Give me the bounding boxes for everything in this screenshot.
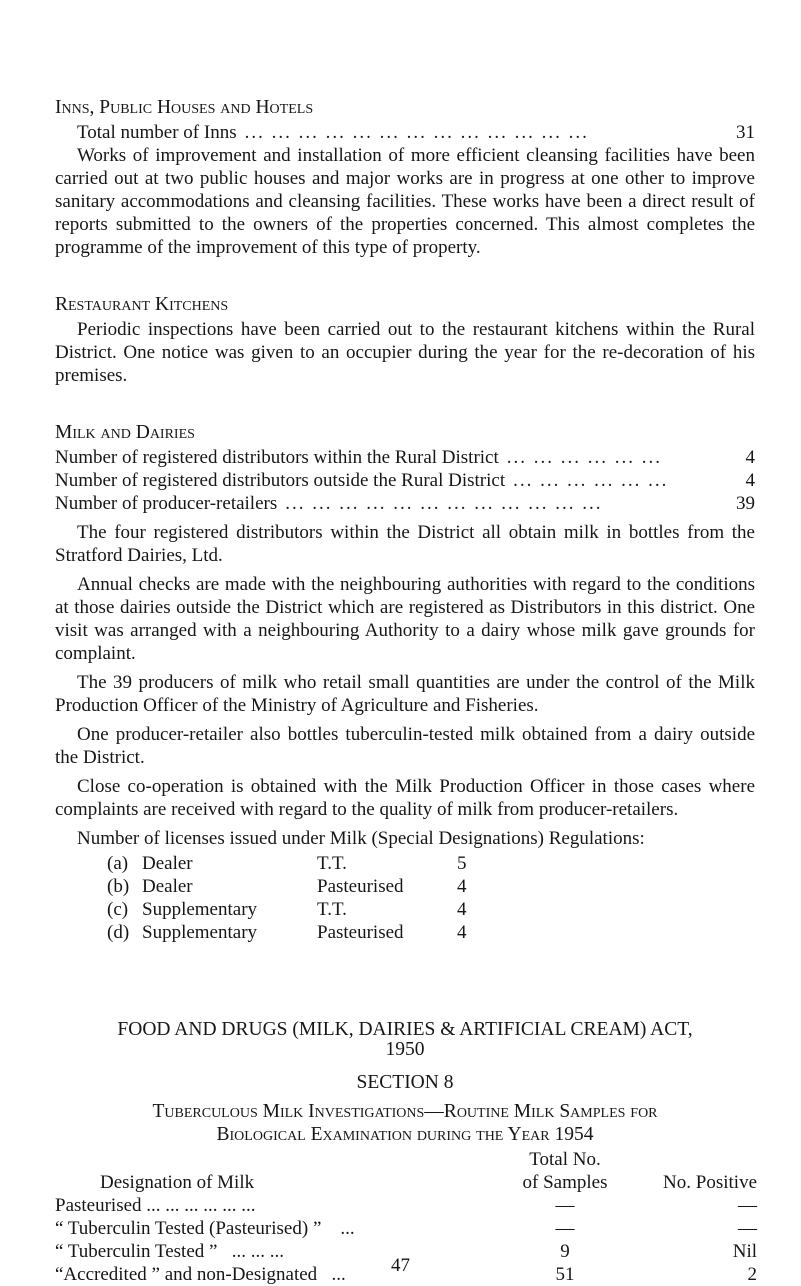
milk-stat-line [55, 446, 755, 469]
act-title: FOOD AND DRUGS (MILK, DAIRIES & ARTIFICIAL CREAM) ACT, [117, 1019, 693, 1040]
license-count: 4 [457, 876, 467, 897]
act-section: SECTION 8 [356, 1072, 454, 1093]
sample-total: — [555, 1218, 575, 1239]
licenses-table [107, 852, 497, 944]
sample-total: — [555, 1195, 575, 1216]
inns-heading: Inns, Public Houses and Hotels [55, 97, 314, 118]
milk-stat-value: 39 [736, 493, 755, 514]
column-header-designation: Designation of Milk [100, 1172, 255, 1193]
sample-positive: — [738, 1195, 757, 1216]
sample-total: 51 [555, 1264, 575, 1285]
milk-stat-value: 4 [745, 470, 755, 491]
dot-leader: ... [321, 1264, 346, 1285]
dot-leader: ... ... ... ... ... ... ... ... ... ... ... ... ... [244, 122, 589, 143]
column-header-positive: No. Positive [663, 1172, 757, 1193]
act-year: 1950 [385, 1039, 425, 1060]
restaurant-heading: Restaurant Kitchens [55, 294, 229, 315]
table-row [107, 852, 497, 875]
license-designation: Pasteurised [317, 876, 404, 897]
license-letter: (a) [107, 853, 129, 874]
sample-designation: “ Tuberculin Tested ” [55, 1241, 218, 1262]
act-subtitle: Biological Examination during the Year 1954 [216, 1124, 594, 1145]
license-type: Supplementary [142, 899, 258, 920]
license-letter: (d) [107, 922, 130, 943]
milk-heading: Milk and Dairies [55, 422, 195, 443]
table-header-row [55, 1171, 757, 1194]
sample-positive: — [738, 1218, 757, 1239]
milk-stat-label: Number of registered distributors within the Rural District [55, 447, 499, 468]
milk-stat-line [55, 492, 755, 515]
column-header-total: of Samples [522, 1172, 608, 1193]
license-type: Supplementary [142, 922, 258, 943]
milk-stat-label: Number of registered distributors outside the Rural District [55, 470, 506, 491]
table-row [55, 1194, 757, 1217]
milk-paragraph: One producer-retailer also bottles tuberculin-tested milk obtained from a dairy outside the District. [55, 724, 755, 768]
inns-total-label: Total number of Inns [77, 122, 237, 143]
document-page [55, 96, 755, 1286]
license-count: 4 [457, 899, 467, 920]
inns-total-value: 31 [736, 122, 755, 143]
page-number: 47 [391, 1255, 410, 1276]
table-row [107, 898, 497, 921]
dot-leader: ... ... ... ... ... ... [506, 447, 663, 468]
milk-paragraph: The 39 producers of milk who retail small quantities are under the control of the Milk Production Officer of the Ministry of Agriculture and Fisheries. [55, 672, 755, 716]
milk-stat-line [55, 469, 755, 492]
sample-positive: 2 [747, 1264, 757, 1285]
sample-designation: Pasteurised [55, 1195, 142, 1216]
inns-paragraph: Works of improvement and installation of more efficient cleansing facilities have been carried out at two public houses and major works are in progress at one other to improve sanitary accommodations and cleansing facilities. These works have been a direct result of reports submitted to the owners of the properties concerned. This almost completes the programme of the improvement of this type of property. [55, 145, 755, 258]
table-row [107, 875, 497, 898]
milk-paragraph: Annual checks are made with the neighbouring authorities with regard to the conditions at those dairies outside the District which are registered as Distributors in this district. One visit was arranged with a neighbouring Authority to a dairy whose milk gave grounds for complaint. [55, 574, 755, 664]
dot-leader: ... ... ... [222, 1241, 284, 1262]
licenses-intro: Number of licenses issued under Milk (Special Designations) Regulations: [77, 828, 645, 849]
dot-leader: ... ... ... ... ... ... [513, 470, 669, 491]
dot-leader: ... ... ... ... ... ... ... ... ... ... ... ... [285, 493, 603, 514]
column-header-total: Total No. [529, 1149, 601, 1170]
table-header-row [55, 1148, 757, 1171]
sample-total: 9 [560, 1241, 570, 1262]
table-row [55, 1217, 757, 1240]
license-count: 5 [457, 853, 467, 874]
sample-designation: “Accredited ” and non-Designated [55, 1264, 318, 1285]
dot-leader: ... [326, 1218, 355, 1239]
sample-positive: Nil [732, 1241, 757, 1262]
milk-stat-label: Number of producer-retailers [55, 493, 278, 514]
inns-total-line [77, 121, 755, 144]
dot-leader: ... ... ... ... ... ... [146, 1195, 256, 1216]
license-letter: (b) [107, 876, 130, 897]
license-type: Dealer [142, 853, 193, 874]
license-letter: (c) [107, 899, 129, 920]
license-designation: T.T. [317, 899, 347, 920]
sample-designation: “ Tuberculin Tested (Pasteurised) ” [55, 1218, 322, 1239]
table-row [107, 921, 497, 944]
milk-paragraph: The four registered distributors within the District all obtain milk in bottles from the Stratford Dairies, Ltd. [55, 522, 755, 566]
restaurant-paragraph: Periodic inspections have been carried out to the restaurant kitchens within the Rural District. One notice was given to an occupier during the year for the re-decoration of his premises. [55, 319, 755, 386]
milk-stat-value: 4 [745, 447, 755, 468]
license-designation: Pasteurised [317, 922, 404, 943]
license-type: Dealer [142, 876, 193, 897]
license-designation: T.T. [317, 853, 347, 874]
act-subtitle: Tuberculous Milk Investigations—Routine Milk Samples for [152, 1101, 658, 1122]
license-count: 4 [457, 922, 467, 943]
milk-paragraph: Close co-operation is obtained with the Milk Production Officer in those cases where complaints are received with regard to the quality of milk from producer-retailers. [55, 776, 755, 820]
